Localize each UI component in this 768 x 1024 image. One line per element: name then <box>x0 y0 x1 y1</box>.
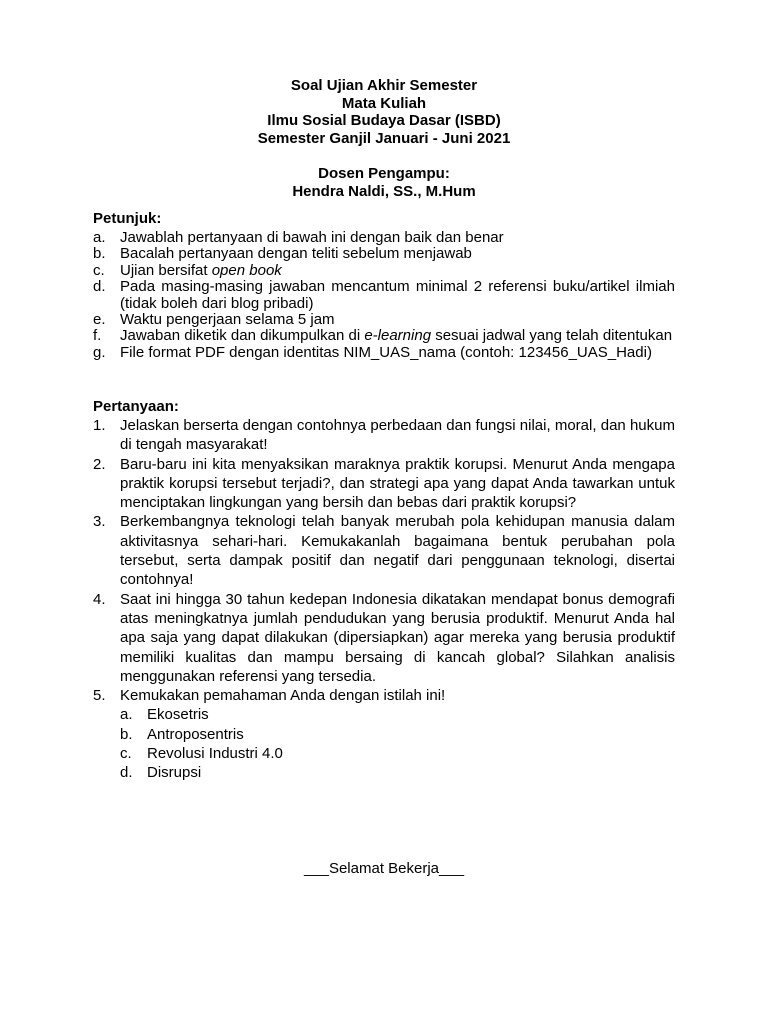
term-marker: b. <box>120 725 133 743</box>
list-text: Waktu pengerjaan selama 5 jam <box>120 311 335 329</box>
list-item <box>93 312 675 328</box>
list-marker: g. <box>93 343 106 361</box>
question-text: Berkembangnya teknologi telah banyak merubah pola kehidupan manusia dalam aktivitasnya sehari-hari. Kemukakanlah bagaimana bentuk perubahan pola tersebut, serta dampak positif dan negatif dari penggunaan teknologi, disertai contohnya! <box>120 513 675 589</box>
list-marker: d. <box>93 278 106 296</box>
term-item <box>120 705 675 724</box>
header-title: Soal Ujian Akhir Semester <box>290 77 478 94</box>
question-item <box>93 686 675 782</box>
term-text: Antroposentris <box>147 725 244 743</box>
list-item <box>93 230 675 246</box>
closing-text: ___Selamat Bekerja___ <box>303 860 465 877</box>
italic-term: open book <box>211 261 282 279</box>
list-text: Pada masing-masing jawaban mencantum minimal 2 referensi buku/artikel ilmiah (tidak boleh dari blog pribadi) <box>120 278 675 312</box>
list-marker: a. <box>93 229 106 246</box>
list-marker: b. <box>93 245 106 263</box>
question-item <box>93 416 675 455</box>
term-text: Ekosetris <box>147 706 209 724</box>
italic-term: e-learning <box>364 327 432 345</box>
question-number: 1. <box>93 417 106 434</box>
question-text: Saat ini hingga 30 tahun kedepan Indonesia dikatakan mendapat bonus demografi atas meningkatnya jumlah pendudukan yang berusia produktif. Menurut Anda hal apa saja yang dapat dilakukan (dipersiapkan) agar mereka yang berusia produktif memiliki kualitas dan mampu bersaing di kancah global? Silahkan analisis menggunakan referensi yang tersedia. <box>120 590 675 685</box>
question-number: 5. <box>93 687 106 705</box>
list-text: File format PDF dengan identitas NIM_UAS_nama (contoh: 123456_UAS_Hadi) <box>120 343 652 361</box>
question-number: 4. <box>93 590 106 608</box>
instructions-list <box>93 230 675 361</box>
list-text: Ujian bersifat open book <box>120 261 282 279</box>
header-course-label: Mata Kuliah <box>341 94 427 112</box>
term-item <box>120 744 675 763</box>
list-text: Jawaban diketik dan dikumpulkan di e-learning sesuai jadwal yang telah ditentukan <box>120 327 673 345</box>
term-item <box>120 725 675 744</box>
list-item <box>93 345 675 361</box>
list-text: Jawablah pertanyaan di bawah ini dengan baik dan benar <box>120 229 504 246</box>
term-list <box>120 705 675 782</box>
list-item <box>93 328 675 344</box>
instructions-title: Petunjuk: <box>93 210 162 227</box>
list-item <box>93 246 675 262</box>
questions-list <box>93 416 675 783</box>
header-semester: Semester Ganjil Januari - Juni 2021 <box>257 129 511 147</box>
question-item <box>93 590 675 686</box>
questions-title: Pertanyaan: <box>93 398 179 415</box>
term-marker: d. <box>120 764 133 782</box>
term-item <box>120 763 675 782</box>
question-text: Kemukakan pemahaman Anda dengan istilah ini! <box>120 687 446 705</box>
term-marker: c. <box>120 745 132 763</box>
list-marker: c. <box>93 261 105 279</box>
lecturer-name: Hendra Naldi, SS., M.Hum <box>292 182 476 200</box>
document-header <box>0 77 768 200</box>
term-text: Disrupsi <box>147 764 202 782</box>
question-item <box>93 455 675 513</box>
list-text: Bacalah pertanyaan dengan teliti sebelum menjawab <box>120 245 472 263</box>
list-marker: e. <box>93 311 106 329</box>
list-item <box>93 279 675 312</box>
lecturer-label: Dosen Pengampu: <box>318 165 450 182</box>
question-number: 3. <box>93 513 106 531</box>
question-number: 2. <box>93 455 106 473</box>
list-item <box>93 263 675 279</box>
question-item <box>93 512 675 589</box>
list-marker: f. <box>93 327 102 345</box>
term-marker: a. <box>120 706 133 724</box>
header-course-name: Ilmu Sosial Budaya Dasar (ISBD) <box>267 112 501 129</box>
question-text: Jelaskan berserta dengan contohnya perbedaan dan fungsi nilai, moral, dan hukum di tengah masyarakat! <box>120 417 675 454</box>
term-text: Revolusi Industri 4.0 <box>147 745 283 763</box>
question-text: Baru-baru ini kita menyaksikan maraknya praktik korupsi. Menurut Anda mengapa praktik korupsi tersebut terjadi?, dan strategi apa yang dapat Anda tawarkan untuk menciptakan lingkungan yang bersih dan bebas dari praktik korupsi? <box>120 455 675 512</box>
